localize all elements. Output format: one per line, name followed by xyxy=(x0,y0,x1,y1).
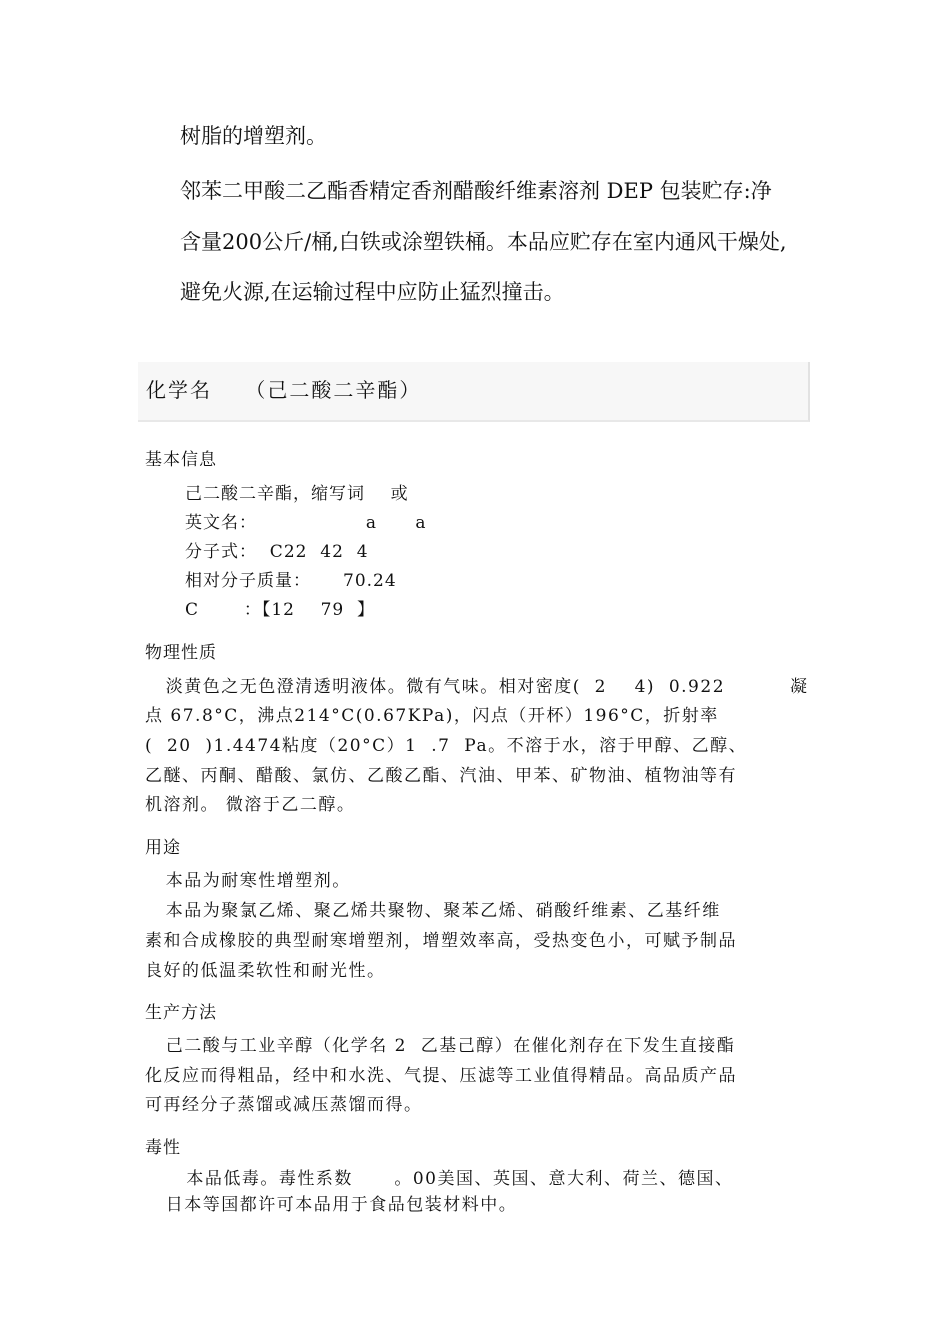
usage-line: 良好的低温柔软性和耐光性。 xyxy=(145,961,386,981)
basic-row: 己二酸二辛酯，缩写词 或 xyxy=(185,484,409,504)
section-title-production: 生产方法 xyxy=(145,1003,217,1023)
usage-line: 本品为耐寒性增塑剂。 xyxy=(145,871,351,891)
basic-row: 相对分子质量： 70.24 xyxy=(185,571,397,591)
toxicity-line: 本品低毒。毒性系数 。00美国、英国、意大利、荷兰、德国、 xyxy=(145,1169,734,1189)
physical-line: ( 20 )1.4474粘度（20°C）1 .7 Pa。不溶于水，溶于甲醇、乙醇、 xyxy=(145,736,748,756)
production-line: 己二酸与工业辛醇（化学名 2 乙基己醇）在催化剂存在下发生直接酯 xyxy=(145,1036,736,1056)
physical-line: 淡黄色之无色澄清透明液体。微有气味。相对密度( 2 4) 0.922 xyxy=(145,677,726,697)
basic-row: C ：【12 79 】 xyxy=(185,600,376,620)
production-line: 化反应而得粗品，经中和水洗、气提、压滤等工业值得精品。高品质产品 xyxy=(145,1066,737,1086)
top-line-2: 邻苯二甲酸二乙酯香精定香剂醋酸纤维素溶剂 DEP 包装贮存:净 xyxy=(180,179,772,203)
basic-row: 英文名： a a xyxy=(185,513,427,533)
usage-line: 本品为聚氯乙烯、聚乙烯共聚物、聚苯乙烯、硝酸纤维素、乙基纤维 xyxy=(145,901,721,921)
section-title-usage: 用途 xyxy=(145,838,181,858)
chemical-name-bar xyxy=(138,362,810,422)
top-line-4: 避免火源,在运输过程中应防止猛烈撞击。 xyxy=(180,280,565,304)
physical-line: 机溶剂。 微溶于乙二醇。 xyxy=(145,795,356,815)
physical-overlap-char: 凝 xyxy=(790,677,808,697)
basic-row: 分子式： C22 42 4 xyxy=(185,542,369,562)
physical-line: 点 67.8°C，沸点214°C(0.67KPa)，闪点（开杯）196°C，折射率 xyxy=(145,706,719,726)
chemical-name-text: 化学名 （己二酸二辛酯） xyxy=(146,378,422,402)
top-line-3: 含量200公斤/桶,白铁或涂塑铁桶。本品应贮存在室内通风干燥处, xyxy=(180,230,787,254)
section-title-toxicity: 毒性 xyxy=(145,1138,181,1158)
section-title-basic: 基本信息 xyxy=(145,450,217,470)
top-line-1: 树脂的增塑剂。 xyxy=(180,124,327,148)
physical-line: 乙醚、丙酮、醋酸、氯仿、乙酸乙酯、汽油、甲苯、矿物油、植物油等有 xyxy=(145,766,737,786)
section-title-physical: 物理性质 xyxy=(145,643,217,663)
toxicity-line: 日本等国都许可本品用于食品包装材料中。 xyxy=(145,1195,518,1215)
usage-line: 素和合成橡胶的典型耐寒增塑剂，增塑效率高，受热变色小，可赋予制品 xyxy=(145,931,737,951)
production-line: 可再经分子蒸馏或减压蒸馏而得。 xyxy=(145,1095,423,1115)
